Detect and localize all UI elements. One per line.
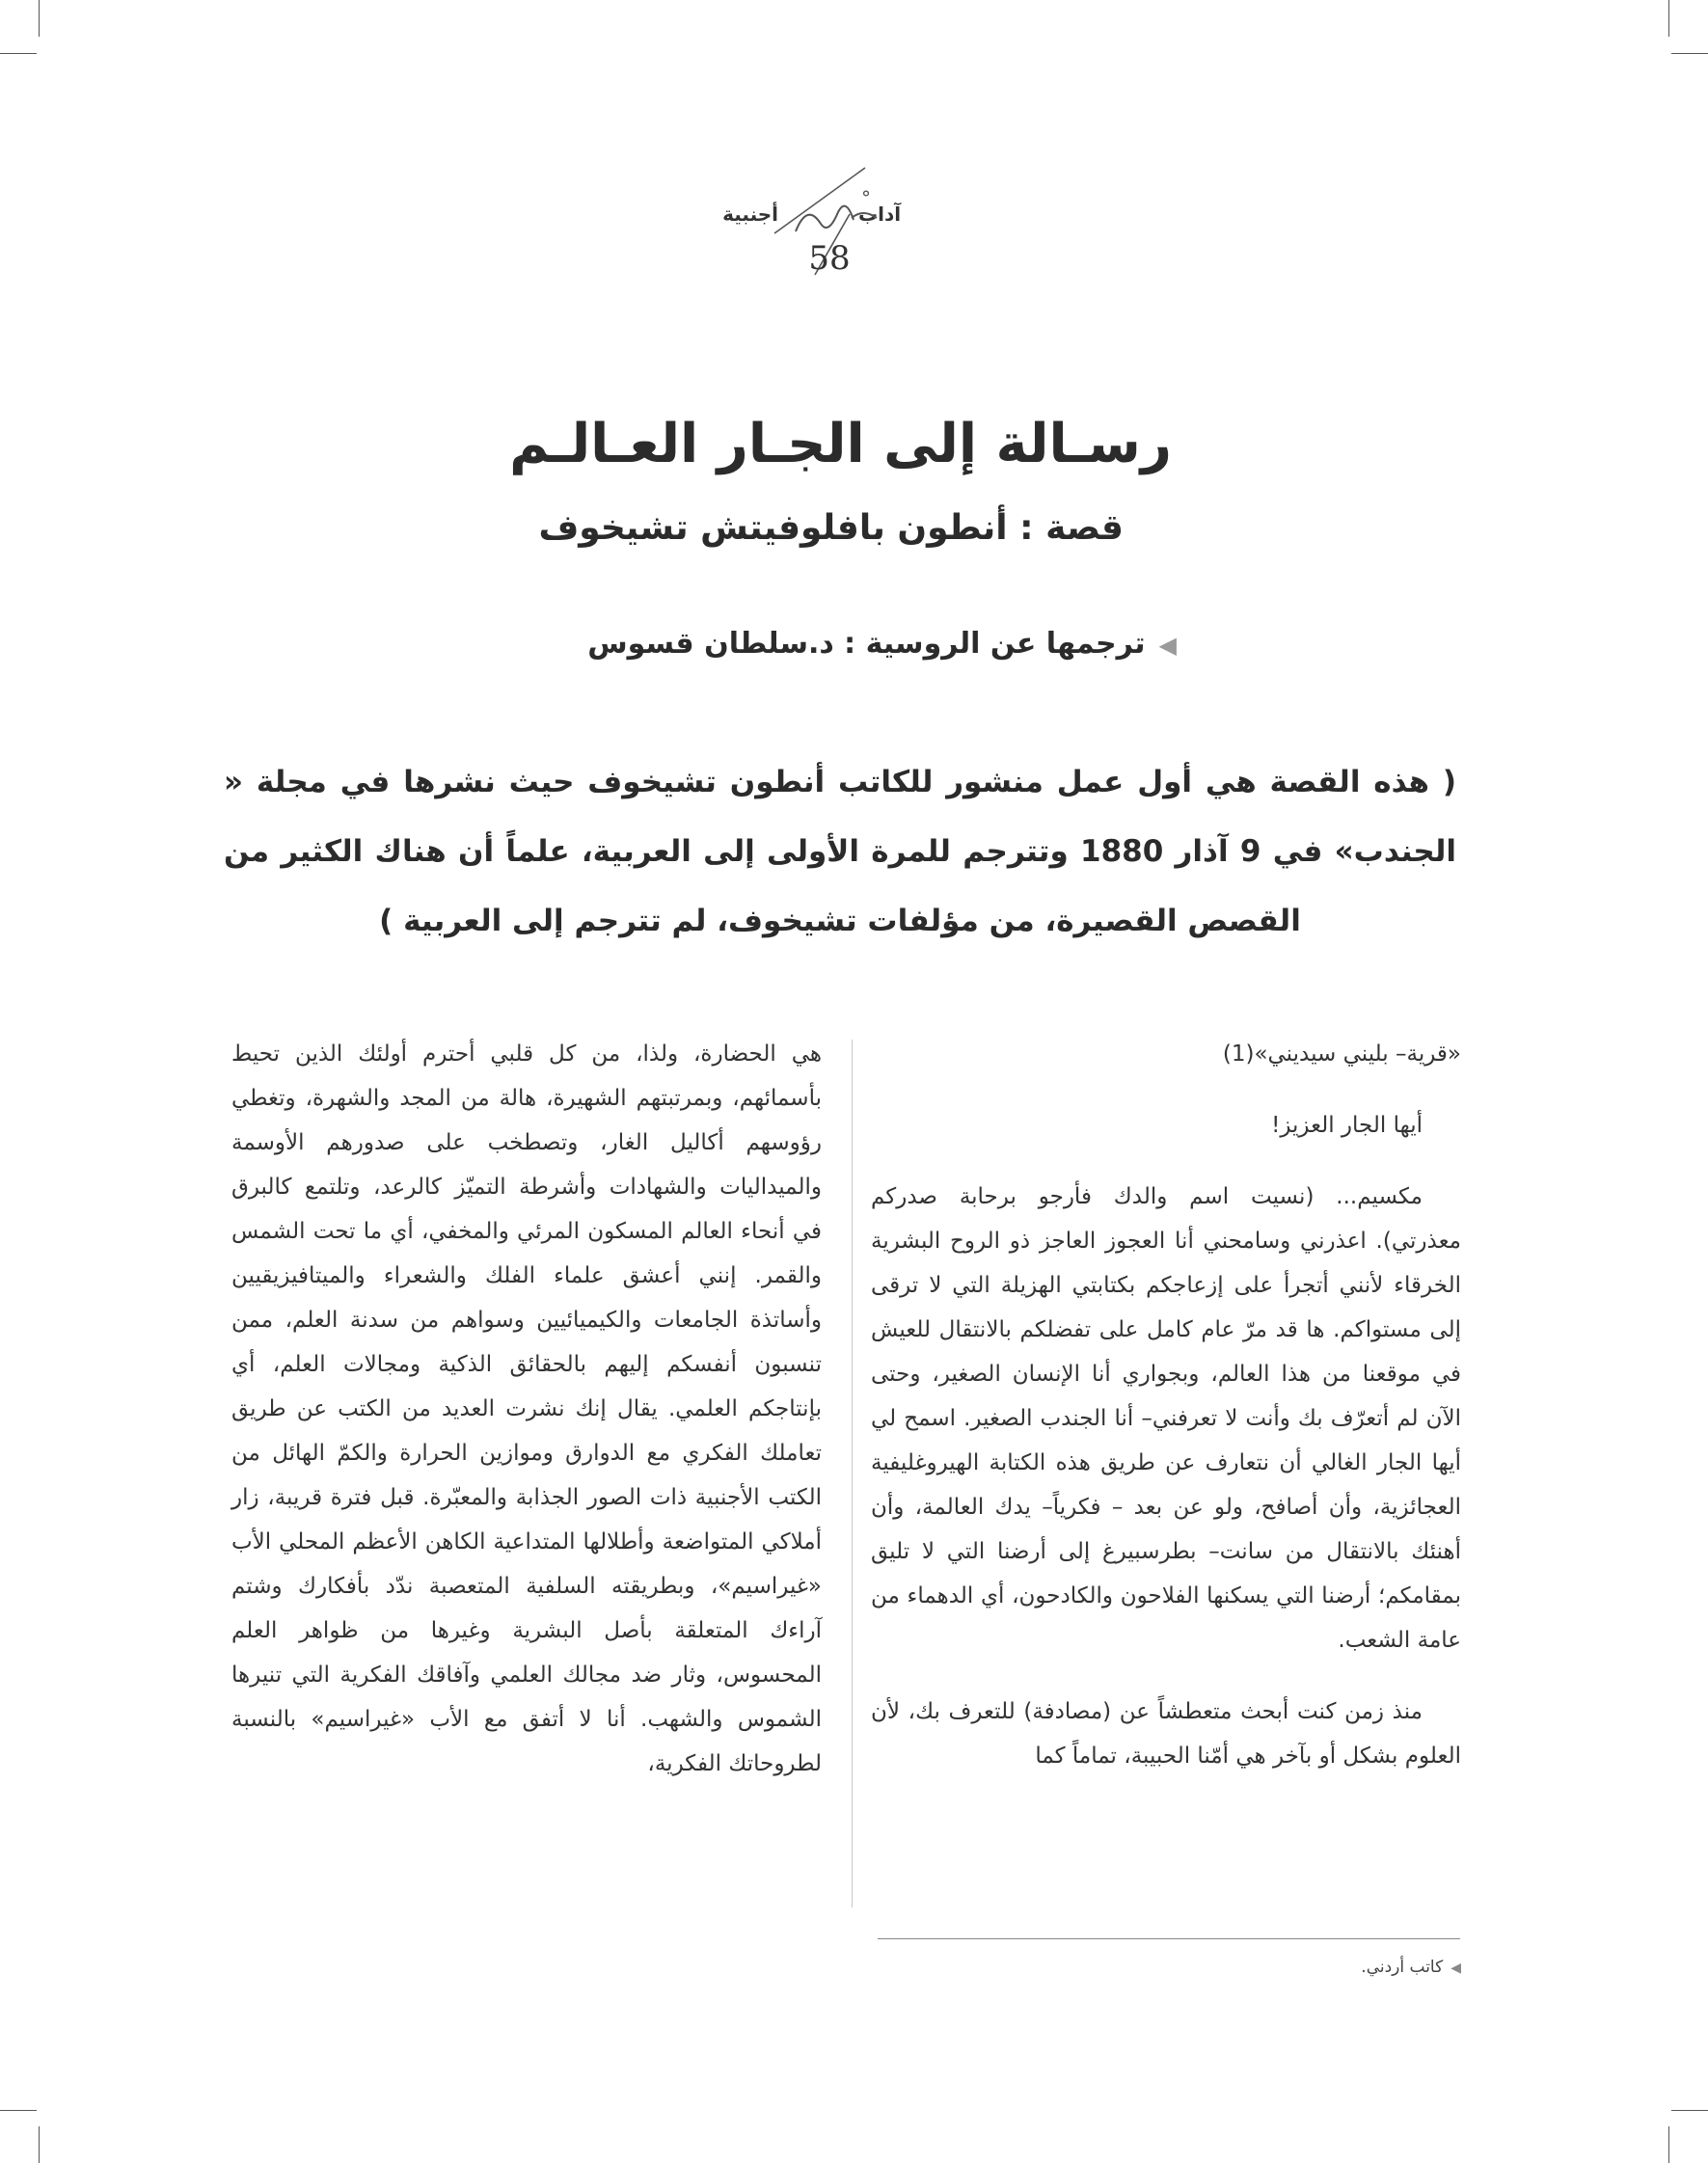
crop-mark (0, 53, 37, 54)
triangle-bullet-icon: ◀ (1450, 1960, 1461, 1976)
paragraph-gap (871, 1148, 1461, 1175)
body-paragraph: مكسيم... (نسيت اسم والدك فأرجو برحابة صدركم معذرتي). اعذرني وسامحني أنا العجوز العاجز ذو الروح البشرية الخرقاء لأنني أتجرأ على إزعاجكم بكتابتي الهزيلة التي لا ترقى إلى مستواكم. ها قد مرّ عام كامل على تفضلكم بالانتقال للعيش في موقعنا من هذا العالم، وبجواري أنا الإنسان الصغير، وحتى الآن لم أتعرّف بك وأنت لا تعرفني– أنا الجندب الصغير. اسمح لي أيها الجار الغالي أن نتعارف عن طريق هذه الكتابة الهيروغليفية العجائزية، وأن أصافح، ولو عن بعد – فكرياً– يدك العالمة، وأن أهنئك بالانتقال من سانت– بطرسبيرغ إلى أرضنا التي لا تليق بمقامكم؛ أرضنا التي يسكنها الفلاحون والكادحون، أي الدهماء من عامة الشعب. (871, 1184, 1461, 1653)
translator-text: ترجمها عن الروسية : د.سلطان قسوس (587, 627, 1146, 661)
running-header (617, 164, 1042, 289)
body-column-left (231, 1032, 822, 1786)
salutation: أيها الجار العزيز! (1271, 1113, 1423, 1138)
page-number: 58 (808, 239, 851, 278)
crop-mark (39, 2126, 40, 2163)
section-label-foreign: أجنبية (722, 203, 778, 226)
footnote-rule (878, 1938, 1460, 1939)
body-paragraph: هي الحضارة، ولذا، من كل قلبي أحترم أولئك الذين تحيط بأسمائهم، وبمرتبتهم الشهيرة، هالة من المجد والشهرة، وتغطي رؤوسهم أكاليل الغار، وتصطخب على صدورهم الأوسمة والميداليات والشهادات وأشرطة التميّز كالرعد، وتلتمع كالبرق في أنحاء العالم المسكون المرئي والمخفي، أي ما تحت الشمس والقمر. إنني أعشق علماء الفلك والشعراء والميتافيزيقيين وأساتذة الجامعات والكيميائيين وسواهم من سدنة العلم، ممن تنسبون أنفسكم إليهم بالحقائق الذكية ومجالات العلم، أي بإنتاجكم العلمي. يقال إنك نشرت العديد من الكتب عن طريق تعاملك الفكري مع الدوارق وموازين الحرارة والكمّ الهائل من الكتب الأجنبية ذات الصور الجذابة والمعبّرة. قبل فترة قريبة، زار أملاكي المتواضعة وأطلالها المتداعية الكاهن الأعظم المحلي الأب «غيراسيم»، وبطريقته السلفية المتعصبة ندّد بأفكارك وشتم آراءك المتعلقة بأصل البشرية وغيرها من ظواهر العلم المحسوس، وثار ضد مجالك العلمي وآفاقك الفكرية التي تنيرها الشموس والشهب. أنا لا أتفق مع الأب «غيراسيم» بالنسبة لطروحاتك الفكرية، (231, 1041, 822, 1776)
column-divider (852, 1040, 853, 1907)
footnote-text: كاتب أردني. (1361, 1958, 1444, 1977)
body-column-right (871, 1032, 1461, 1778)
place-line: «قرية– بليني سيديني»(1) (1222, 1041, 1461, 1067)
body-paragraph: منذ زمن كنت أبحث متعطشاً عن (مصادفة) للتعرف بك، لأن العلوم بشكل أو بآخر هي أمّنا الحبيبة، تماماً كما (871, 1699, 1461, 1769)
article-subtitle: قصة : أنطون بافلوفيتش تشيخوف (538, 508, 1124, 548)
crop-mark (39, 0, 40, 37)
section-label-adab: آداب (858, 203, 902, 226)
translator-line (587, 627, 1177, 661)
crop-mark (1671, 53, 1708, 54)
crop-mark (1671, 2110, 1708, 2111)
footnote (1361, 1958, 1461, 1977)
crop-mark (0, 2110, 37, 2111)
svg-text:°: ° (861, 186, 871, 209)
crop-mark (1668, 2126, 1669, 2163)
triangle-bullet-icon: ◀ (1158, 632, 1177, 659)
intro-paragraph: ( هذه القصة هي أول عمل منشور للكاتب أنطون تشيخوف حيث نشرها في مجلة « الجندب» في 9 آذار 1880 وتترجم للمرة الأولى إلى العربية، علماً أن هناك الكثير من القصص القصيرة، من مؤلفات تشيخوف، لم تترجم إلى العربية ) (224, 765, 1457, 938)
article-title: رسـالة إلى الجـار العـالـم (509, 413, 1172, 475)
paragraph-gap (871, 1663, 1461, 1690)
crop-mark (1668, 0, 1669, 37)
paragraph-gap (871, 1076, 1461, 1103)
